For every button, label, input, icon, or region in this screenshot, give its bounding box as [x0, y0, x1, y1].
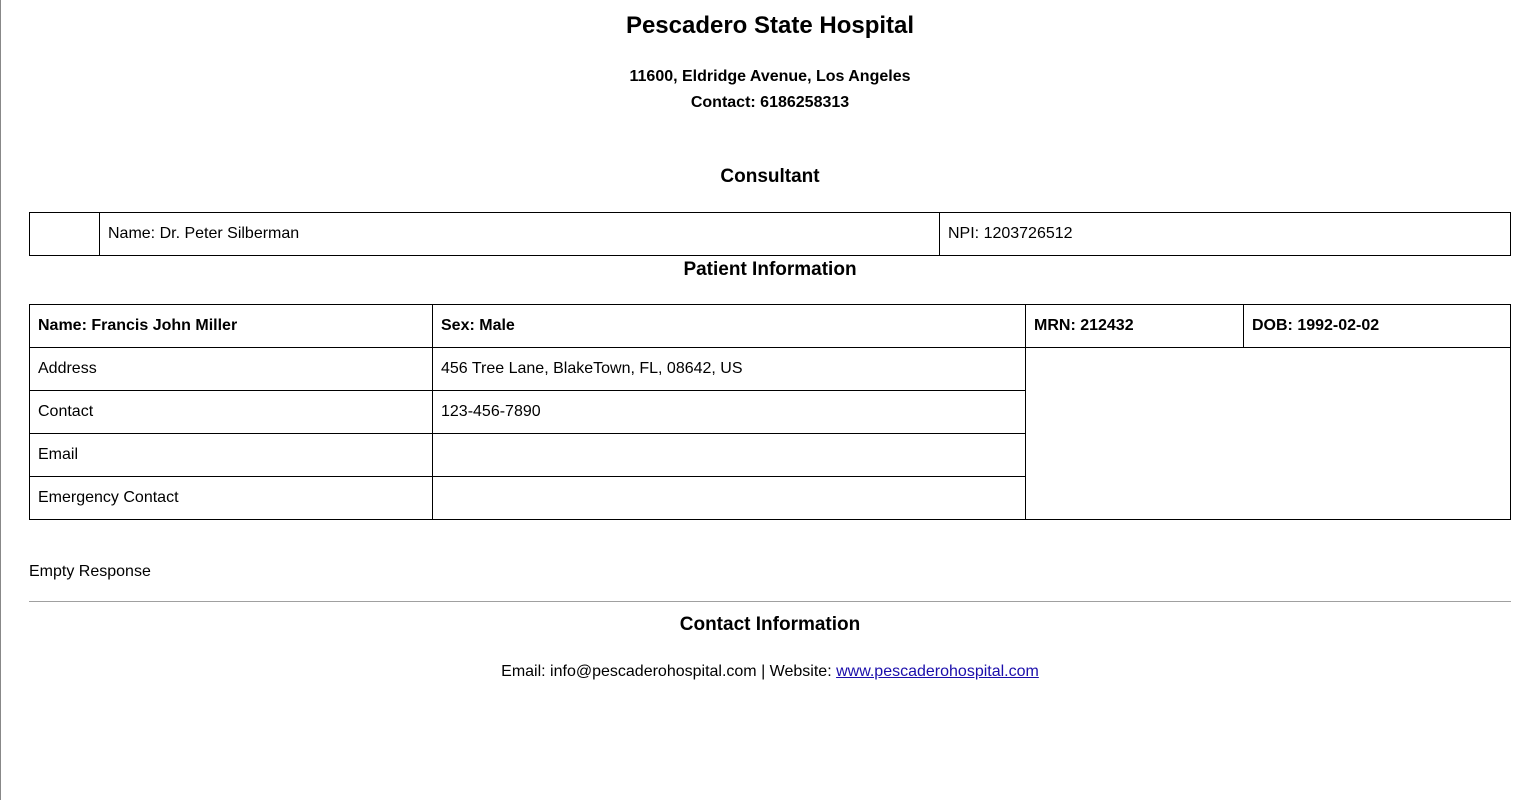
patient-dob: DOB: 1992-02-02 [1244, 305, 1511, 348]
patient-mrn: MRN: 212432 [1026, 305, 1244, 348]
window-left-edge [0, 0, 1, 800]
hospital-address: 11600, Eldridge Avenue, Los Angeles [629, 68, 911, 85]
patient-name: Name: Francis John Miller [30, 305, 433, 348]
consultant-heading: Consultant [720, 166, 820, 187]
consultant-npi: NPI: 1203726512 [940, 213, 1511, 256]
patient-row-value [433, 434, 1026, 477]
contact-info-heading: Contact Information [679, 614, 861, 635]
table-row [30, 348, 1511, 391]
patient-blank-area [1026, 348, 1511, 520]
footer-contact-line [29, 663, 1511, 681]
patient-row-label: Contact [30, 391, 433, 434]
hospital-contact: Contact: 6186258313 [690, 94, 850, 111]
patient-row-value: 456 Tree Lane, BlakeTown, FL, 08642, US [433, 348, 1026, 391]
consultant-table [29, 212, 1511, 256]
consultant-empty-cell [30, 213, 100, 256]
patient-row-label: Emergency Contact [30, 477, 433, 520]
response-text: Empty Response [29, 563, 151, 580]
consultant-name: Name: Dr. Peter Silberman [100, 213, 940, 256]
patient-row-label: Email [30, 434, 433, 477]
website-link[interactable]: www.pescaderohospital.com [836, 663, 1039, 680]
patient-heading: Patient Information [683, 259, 857, 280]
patient-header-row [30, 305, 1511, 348]
patient-row-label: Address [30, 348, 433, 391]
hospital-name: Pescadero State Hospital [625, 12, 915, 39]
consultant-row [30, 213, 1511, 256]
patient-sex: Sex: Male [433, 305, 1026, 348]
patient-table [29, 304, 1511, 520]
patient-row-value: 123-456-7890 [433, 391, 1026, 434]
patient-row-value [433, 477, 1026, 520]
section-divider [29, 601, 1511, 602]
footer-email-text: Email: info@pescaderohospital.com | Website: [501, 663, 837, 680]
